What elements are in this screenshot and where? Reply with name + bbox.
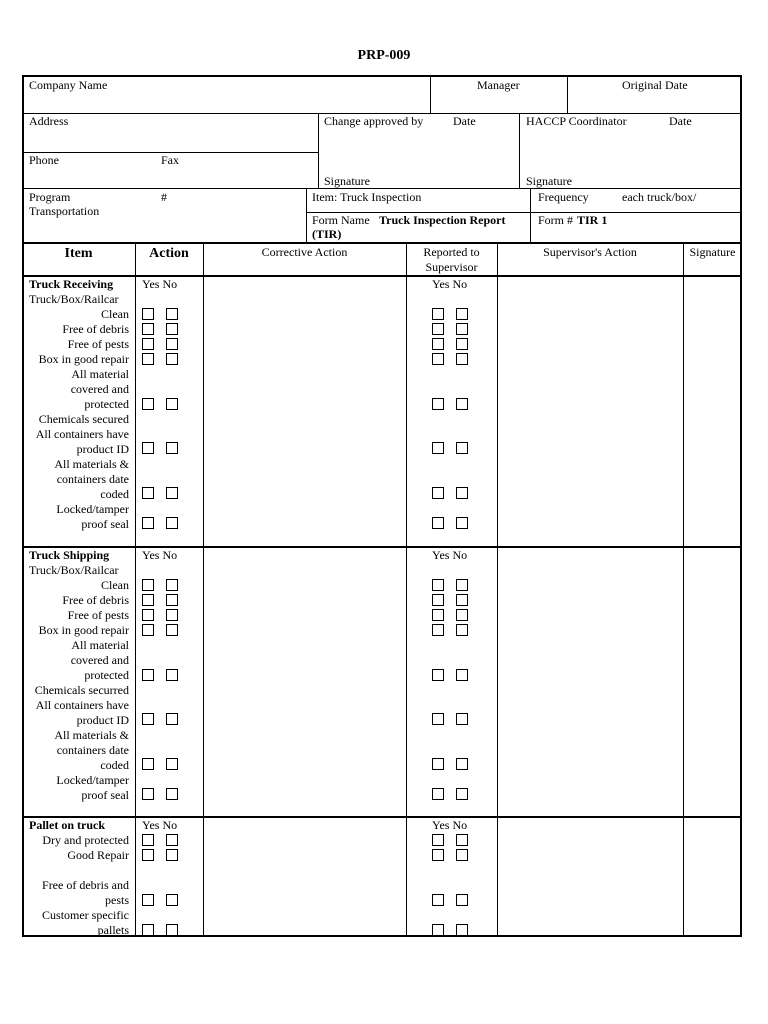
action-yes-checkbox[interactable] xyxy=(142,353,154,365)
item-line: All containers have xyxy=(35,427,129,441)
form-name-value: Truck Inspection Report xyxy=(379,213,506,227)
reported-no-checkbox[interactable] xyxy=(456,487,468,499)
action-yes-checkbox[interactable] xyxy=(142,834,154,846)
item-line: protected xyxy=(84,668,129,682)
reported-yes-checkbox[interactable] xyxy=(432,338,444,350)
item-line: covered and xyxy=(70,382,129,396)
action-no-checkbox[interactable] xyxy=(166,834,178,846)
item-list-shipping xyxy=(22,578,129,803)
reported-no-checkbox[interactable] xyxy=(456,517,468,529)
reported-no-checkbox[interactable] xyxy=(456,609,468,621)
action-yes-checkbox[interactable] xyxy=(142,624,154,636)
item-line: Box in good repair xyxy=(38,623,129,637)
col-signature-header: Signature xyxy=(689,245,736,259)
col-supervisor-action-header: Supervisor's Action xyxy=(543,245,637,259)
fax-label: Fax xyxy=(161,153,179,167)
reported-no-checkbox[interactable] xyxy=(456,758,468,770)
item-line: Free of pests xyxy=(67,608,129,622)
action-no-checkbox[interactable] xyxy=(166,713,178,725)
action-yes-checkbox[interactable] xyxy=(142,609,154,621)
col-corrective-header: Corrective Action xyxy=(261,245,348,259)
reported-yes-checkbox[interactable] xyxy=(432,894,444,906)
item-line: containers date xyxy=(56,743,129,757)
action-yes-checkbox[interactable] xyxy=(142,487,154,499)
action-yes-checkbox[interactable] xyxy=(142,713,154,725)
form-number-label: Form # xyxy=(538,213,574,227)
action-no-checkbox[interactable] xyxy=(166,323,178,335)
reported-no-checkbox[interactable] xyxy=(456,713,468,725)
reported-no-checkbox[interactable] xyxy=(456,338,468,350)
section-heading-receiving: Truck Receiving xyxy=(29,277,114,291)
reported-no-checkbox[interactable] xyxy=(456,353,468,365)
reported-no-checkbox[interactable] xyxy=(456,323,468,335)
section-sub-receiving: Truck/Box/Railcar xyxy=(29,292,119,306)
item-line: product ID xyxy=(76,713,129,727)
reported-yes-checkbox[interactable] xyxy=(432,849,444,861)
program-number-label: # xyxy=(161,190,167,204)
section-heading-shipping: Truck Shipping xyxy=(29,548,110,562)
reported-yes-checkbox[interactable] xyxy=(432,594,444,606)
yes-no-label: Yes No xyxy=(432,277,468,291)
reported-yes-checkbox[interactable] xyxy=(432,308,444,320)
item-line: Customer specific xyxy=(42,908,129,922)
form-title: PRP-009 xyxy=(357,48,411,63)
company-name-label: Company Name xyxy=(29,78,108,92)
signature-label-1: Signature xyxy=(324,174,370,188)
reported-yes-checkbox[interactable] xyxy=(432,713,444,725)
item-line: containers date xyxy=(56,472,129,486)
item-line: Good Repair xyxy=(67,848,129,862)
reported-no-checkbox[interactable] xyxy=(456,594,468,606)
item-list-receiving xyxy=(22,307,129,532)
yes-no-label: Yes No xyxy=(142,818,178,832)
item-line: coded xyxy=(100,487,129,501)
action-yes-checkbox[interactable] xyxy=(142,669,154,681)
action-no-checkbox[interactable] xyxy=(166,594,178,606)
item-line: All materials & xyxy=(54,457,129,471)
action-yes-checkbox[interactable] xyxy=(142,308,154,320)
original-date-label: Original Date xyxy=(622,78,688,92)
col-reported-header-2: Supervisor xyxy=(425,260,478,274)
haccp-date-label: Date xyxy=(669,114,692,128)
action-no-checkbox[interactable] xyxy=(166,517,178,529)
action-yes-checkbox[interactable] xyxy=(142,398,154,410)
action-yes-checkbox[interactable] xyxy=(142,788,154,800)
item-line: All material xyxy=(71,638,129,652)
reported-yes-checkbox[interactable] xyxy=(432,834,444,846)
col-reported-header-1: Reported to xyxy=(423,245,480,259)
item-line: Locked/tamper xyxy=(56,502,129,516)
item-line: All material xyxy=(71,367,129,381)
item-line: Free of pests xyxy=(67,337,129,351)
reported-yes-checkbox[interactable] xyxy=(432,323,444,335)
action-no-checkbox[interactable] xyxy=(166,758,178,770)
reported-yes-checkbox[interactable] xyxy=(432,788,444,800)
transportation-label: Transportation xyxy=(29,204,100,218)
action-no-checkbox[interactable] xyxy=(166,788,178,800)
frequency-value: each truck/box/ xyxy=(622,190,697,204)
phone-label: Phone xyxy=(29,153,59,167)
action-yes-checkbox[interactable] xyxy=(142,594,154,606)
action-no-checkbox[interactable] xyxy=(166,338,178,350)
reported-no-checkbox[interactable] xyxy=(456,788,468,800)
haccp-label: HACCP Coordinator xyxy=(526,114,627,128)
item-line: All containers have xyxy=(35,698,129,712)
form-name-label: Form Name xyxy=(312,213,370,227)
address-label: Address xyxy=(29,114,69,128)
action-no-checkbox[interactable] xyxy=(166,894,178,906)
action-yes-checkbox[interactable] xyxy=(142,894,154,906)
program-label: Program xyxy=(29,190,71,204)
manager-label: Manager xyxy=(477,78,520,92)
item-label: Item: Truck Inspection xyxy=(312,190,422,204)
section-sub-shipping: Truck/Box/Railcar xyxy=(29,563,119,577)
reported-yes-checkbox[interactable] xyxy=(432,487,444,499)
action-yes-checkbox[interactable] xyxy=(142,323,154,335)
reported-no-checkbox[interactable] xyxy=(456,579,468,591)
reported-yes-checkbox[interactable] xyxy=(432,442,444,454)
reported-no-checkbox[interactable] xyxy=(456,849,468,861)
form-name-value-2: (TIR) xyxy=(312,227,342,241)
col-action-header: Action xyxy=(149,246,189,261)
action-yes-checkbox[interactable] xyxy=(142,338,154,350)
action-yes-checkbox[interactable] xyxy=(142,924,154,936)
action-yes-checkbox[interactable] xyxy=(142,517,154,529)
reported-no-checkbox[interactable] xyxy=(456,894,468,906)
action-no-checkbox[interactable] xyxy=(166,669,178,681)
item-line: pests xyxy=(105,893,129,907)
section-heading-pallet: Pallet on truck xyxy=(29,818,105,832)
action-yes-checkbox[interactable] xyxy=(142,579,154,591)
item-line: Clean xyxy=(101,307,129,321)
reported-no-checkbox[interactable] xyxy=(456,834,468,846)
action-no-checkbox[interactable] xyxy=(166,924,178,936)
reported-yes-checkbox[interactable] xyxy=(432,758,444,770)
item-line: proof seal xyxy=(81,788,129,802)
item-line: Chemicals securred xyxy=(34,683,129,697)
yes-no-label: Yes No xyxy=(142,548,178,562)
action-yes-checkbox[interactable] xyxy=(142,442,154,454)
reported-yes-checkbox[interactable] xyxy=(432,517,444,529)
reported-yes-checkbox[interactable] xyxy=(432,609,444,621)
action-no-checkbox[interactable] xyxy=(166,609,178,621)
action-no-checkbox[interactable] xyxy=(166,624,178,636)
reported-no-checkbox[interactable] xyxy=(456,624,468,636)
reported-no-checkbox[interactable] xyxy=(456,442,468,454)
action-no-checkbox[interactable] xyxy=(166,442,178,454)
reported-no-checkbox[interactable] xyxy=(456,669,468,681)
action-no-checkbox[interactable] xyxy=(166,579,178,591)
item-line: Clean xyxy=(101,578,129,592)
item-line: Box in good repair xyxy=(38,352,129,366)
item-line: Free of debris and xyxy=(42,878,129,892)
reported-no-checkbox[interactable] xyxy=(456,308,468,320)
item-line: All materials & xyxy=(54,728,129,742)
reported-yes-checkbox[interactable] xyxy=(432,924,444,936)
item-line: coded xyxy=(100,758,129,772)
yes-no-label: Yes No xyxy=(432,818,468,832)
item-line: Dry and protected xyxy=(42,833,129,847)
item-line: Locked/tamper xyxy=(56,773,129,787)
item-line: covered and xyxy=(70,653,129,667)
action-no-checkbox[interactable] xyxy=(166,487,178,499)
item-line: proof seal xyxy=(81,517,129,531)
reported-no-checkbox[interactable] xyxy=(456,398,468,410)
form-number-value: TIR 1 xyxy=(577,213,608,227)
item-line: product ID xyxy=(76,442,129,456)
item-line: protected xyxy=(84,397,129,411)
item-line: Free of debris xyxy=(62,593,129,607)
action-yes-checkbox[interactable] xyxy=(142,849,154,861)
action-no-checkbox[interactable] xyxy=(166,398,178,410)
yes-no-label: Yes No xyxy=(432,548,468,562)
reported-yes-checkbox[interactable] xyxy=(432,398,444,410)
reported-no-checkbox[interactable] xyxy=(456,924,468,936)
item-line: Chemicals secured xyxy=(38,412,129,426)
action-no-checkbox[interactable] xyxy=(166,849,178,861)
yes-no-label: Yes No xyxy=(142,277,178,291)
action-yes-checkbox[interactable] xyxy=(142,758,154,770)
change-date-label: Date xyxy=(453,114,476,128)
change-approved-label: Change approved by xyxy=(324,114,424,128)
reported-yes-checkbox[interactable] xyxy=(432,579,444,591)
action-no-checkbox[interactable] xyxy=(166,353,178,365)
reported-yes-checkbox[interactable] xyxy=(432,669,444,681)
reported-yes-checkbox[interactable] xyxy=(432,353,444,365)
frequency-label: Frequency xyxy=(538,190,589,204)
item-line: pallets xyxy=(97,923,129,937)
signature-label-2: Signature xyxy=(526,174,572,188)
reported-yes-checkbox[interactable] xyxy=(432,624,444,636)
item-line: Free of debris xyxy=(62,322,129,336)
action-no-checkbox[interactable] xyxy=(166,308,178,320)
col-item-header: Item xyxy=(64,246,93,261)
